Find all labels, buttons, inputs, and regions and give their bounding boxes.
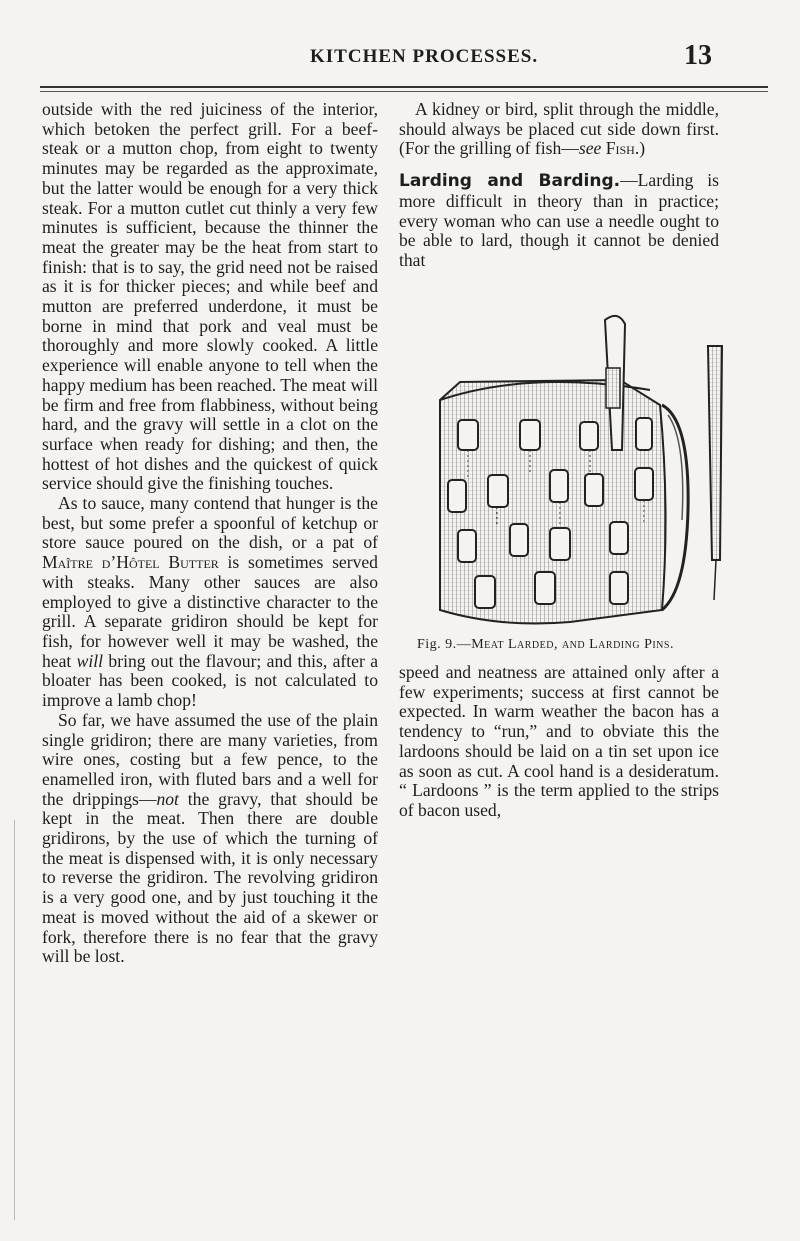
paragraph-kidney — [399, 100, 719, 159]
paragraph-lardoons: speed and neatness are attained only after a few experiments; success at first cannot be expected. In warm weather the bacon has a tendency to “run,” and to obviate this the lardoons should be laid on a tin set upon ice as soon as cut. A cool hand is a desideratum. “ Lardoons ” is the term applied to the strips of bacon used, — [399, 662, 719, 820]
text-run: the gravy, that should be kept in the meat. Then there are double gridirons, by the use of which the turning of the meat is dispensed with, it is only necessary to reverse the gridiron. The revolving gridiron is a very good one, and by just touching it the meat is moved without the aid of a skewer or fork, therefore there is no fear that the gravy will be lost. — [42, 788, 379, 967]
text-run-italic: see — [578, 138, 602, 159]
figure-caption — [417, 637, 757, 653]
section-heading: Larding and Barding. — [399, 171, 621, 192]
larding-pin-straight — [708, 346, 722, 600]
paragraph-larding — [399, 171, 719, 271]
left-column — [42, 100, 378, 967]
text-run-smallcaps: Maître d’Hôtel Butter — [42, 552, 219, 573]
text-run: bring out the flavour; and this, after a bloater has been cooked, is not calculated to improve a lamb chop! — [42, 650, 379, 711]
header-rule-thin — [40, 91, 768, 92]
paragraph-grilling-times: outside with the red juiciness of the interior, which betoken the perfect grill. For a beef-steak or a mutton chop, from eight to twenty minutes may be regarded as the approximate, but the latter would be enough for a very thick steak. For a mutton cutlet cut thinly a very few minutes is sufficient, because the thinner the meat the greater may be the heat from start to finish: that is to say, the grid need not be raised as it is for thicker pieces; and while beef and mutton are preferred underdone, it must be borne in mind that pork and veal must be thoroughly and more slowly cooked. A little experience will enable anyone to tell when the happy medium has been reached. The meat will be firm and free from flabbiness, without being hard, and the gravy will settle in a clot on the surface when ready for dishing; and then, the hottest of hot dishes and the quickest of quick service should give the finishing touches. — [42, 99, 378, 494]
text-run: —Larding is more difficult in theory than in practice; every woman who can use a needle ought to be able to lard, though it cannot be denied that — [399, 170, 719, 270]
right-column-bottom — [399, 663, 719, 821]
text-run: A kidney or bird, split through the middle, should always be placed cut side down first. (For the grilling of fish— — [399, 99, 719, 159]
page-header — [0, 40, 800, 80]
figure-title: —Meat Larded, and Larding Pins. — [456, 637, 674, 652]
page-edge-shadow — [14, 820, 15, 1220]
running-head: KITCHEN PROCESSES. — [310, 46, 539, 67]
header-rule — [40, 86, 768, 88]
page-number: 13 — [684, 40, 712, 71]
text-run-smallcaps: Fish — [601, 138, 635, 159]
larding-illustration — [400, 310, 740, 635]
text-run: So far, we have assumed the use of the plain single gridiron; there are many varieties, from wire ones, costing but a few pence, to the enamelled iron, with fluted bars and a well for the drippings— — [42, 709, 378, 809]
text-run-italic: will — [76, 650, 104, 671]
paragraph-sauce — [42, 494, 378, 711]
paragraph-gridirons — [42, 711, 378, 967]
text-run: is sometimes served with steaks. Many other sauces are also employed to give a distinctive character to the grill. A separate gridiron should be kept for fish, for however well it may be washed, the heat — [42, 552, 378, 671]
text-run-italic: not — [156, 788, 179, 809]
text-run: .) — [634, 138, 646, 159]
right-column-top — [399, 100, 719, 271]
text-run: As to sauce, many contend that hunger is the best, but some prefer a spoonful of ketchup or store sauce poured on the dish, or a pat of — [42, 493, 378, 553]
figure-number: Fig. 9. — [417, 637, 457, 652]
